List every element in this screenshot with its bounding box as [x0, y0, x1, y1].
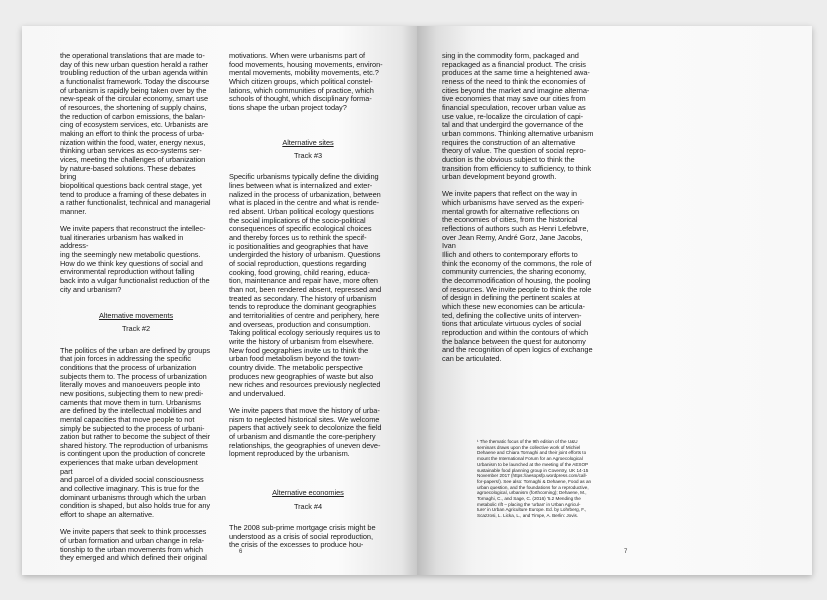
page-number: 7	[624, 549, 628, 555]
paragraph: sing in the commodity form, packaged and repackaged as a financial product. The crisis produces at the same time a heightened awa- reness of the need to think the economies of cities beyond the market and imagine alterna- tive economies that may save our cities from financial speculation, recover urban value as use value, re-localize the circulation of capi- tal and that undergird the governance of the urban commons. Thinking alternative urbanism requires the construction of an alternative theory of value. The question of social repro- duction is the obvious subject to think the transition from efficiency to sufficiency, to think urban development beyond growth.	[442, 51, 594, 182]
footnote: ¹ The thematic focus of the 9th edition of the U&U seminars draws upon the collective work of Michiel Dehaene and Chiara Tornaghi and their joint efforts to mount the International Forum for an Agroecological Urbanism to be launched at the meeting of the AESOP sustainable food planning group in Coventry, UK 14-15 November 2017 (https://aesopsfp.wordpress.com/call- for-papers/). See also: Tornaghi & Dehaene, Food as an urban question, and the foundations for a reproductive, agroecological, urbanism (forthcoming); Dehaene, M., Tornaghi, C., and Sage, C. (2016) '5.2 Mending the metabolic rift – placing the 'urban' in Urban Agricul- ture' in Urban Agriculture Europe. Ed. by Lohrberg, F., Scazzosi, L. Licka, L., and Timpe, A. Berlin: Jovis.	[477, 439, 592, 519]
column-1	[60, 52, 212, 563]
paragraph: We invite papers that seek to think processes of urban formation and urban change in rela- tionship to the urban movements from which they emerged and which defined their original	[60, 527, 207, 563]
paragraph: the operational translations that are made to- day of this new urban question herald a rather troubling reduction of the urban agenda within a functionalist framework. Today the discourse of urbanism is rapidly being taken over by the new-speak of the circular economy, smart use of resources, the shortening of supply chains, the reduction of carbon emissions, the balan- cing of ecosystem services, etc. Urbanists are making an effort to think the process of urba- nization within the food, water, energy nexus, thinking urban services as eco-systems ser- vices, meeting the challenges of urbanization by nature-based solutions. These debates bring biopolitical questions back central stage, yet tend to produce a framing of these debates in a rather functionalist, technical and managerial manner.	[60, 51, 211, 216]
paragraph: The 2008 sub-prime mortgage crisis might be understood as a crisis of social reproduction, the crisis of the excesses to produce hou-	[229, 522, 376, 550]
paragraph: We invite papers that move the history of urba- nism to neglected historical sites. We welcome papers that actively seek to decolonize the field of urbanism and dismantle the core-periphery relationships, the geographies of uneven deve- lopment reproduced by the urbanism.	[229, 406, 382, 459]
track-label: Track #3	[293, 151, 323, 161]
track-label: Track #2	[121, 324, 151, 334]
section-heading: Alternative movements	[98, 310, 174, 320]
column-2	[229, 52, 387, 550]
book-spread	[22, 26, 812, 575]
paragraph: We invite papers that reflect on the way in which urbanisms have served as the experi- mental growth for alternative reflections on the economies of cities, from the historical reflections of authors such as Henri Lefebvre, over Jean Remy, André Gorz, Jane Jacobs, Ivan Illich and others to contemporary efforts to think the economy of the commons, the role of community currencies, the sharing economy, the decommodification of housing, the pooling of resources. We invite people to think the role of design in defining the pertinent scales at which these new economies can be articula- ted, defining the collective units of interven- tions that articulate virtuous cycles of social reproduction and within the contours of which the balance between the quest for autonomy and the recognition of open logics of exchange can be articulated.	[442, 189, 593, 363]
page-number: 6	[239, 549, 243, 555]
paragraph: We invite papers that reconstruct the intellec- tual itineraries urbanism has walked in address- ing the seemingly new metabolic questions. How do we think key questions of social and environmental reproduction without falling back into a vulgar functionalist reduction of the city and urbanism?	[60, 224, 210, 294]
left-page	[22, 26, 417, 575]
paragraph: Specific urbanisms typically define the dividing lines between what is internalized and exter- nalized in the process of urbanization, between what is placed in the centre and what is rende- red absent. Urban political ecology questions the social implications of the socio-political consequences of specific ecological choices and thereby forces us to rethink the specif- ic positionalities and geographies that have undergirded the history of urbanism. Questions of social reproduction, questions regarding cooking, food growing, child rearing, educa- tion, maintenance and repair have, more often than not, been rendered absent, repressed and treated as secondary. The history of urbanism tends to reproduce the dominant geographies and territorialities of centre and periphery, here and overseas, production and consumption. Taking political ecology seriously requires us to write the history of urbanism from elsewhere. New food geographies invite us to think the urban food metabolism beyond the town- country divide. The metabolic perspective produces new geographies of waste but also new riches and resources previously neglected and undervalued.	[229, 172, 382, 398]
section-heading: Alternative economies	[272, 488, 344, 498]
column-3	[442, 52, 594, 364]
section-heading: Alternative sites	[282, 137, 334, 147]
track-label: Track #4	[293, 501, 323, 511]
paragraph: motivations. When were urbanisms part of food movements, housing movements, environ- mental movements, mobility movements, etc.? Which citizen groups, which political constel- lations, which communities of practice, which schools of thought, which disciplinary forma- tions shape the urban project today?	[229, 51, 383, 112]
paragraph: The politics of the urban are defined by groups that join forces in addressing the specific conditions that the process of urbanization subjects them to. The process of urbanization literally moves and manoeuvers people into new positions, subjecting them to new predi- caments that move them in turn. Urbanisms are defined by the intellectual mobilities and mental capacities that move people to not simply be subjected to the process of urbani- zation but rather to become the subject of their shared history. The reproduction of urbanisms is contingent upon the production of concrete experiences that make urban development part and parcel of a divided social consciousness and collective imaginary. This is true for the dominant urbanisms through which the urban condition is shaped, but also holds true for any effort to shape an alternative.	[60, 345, 211, 520]
